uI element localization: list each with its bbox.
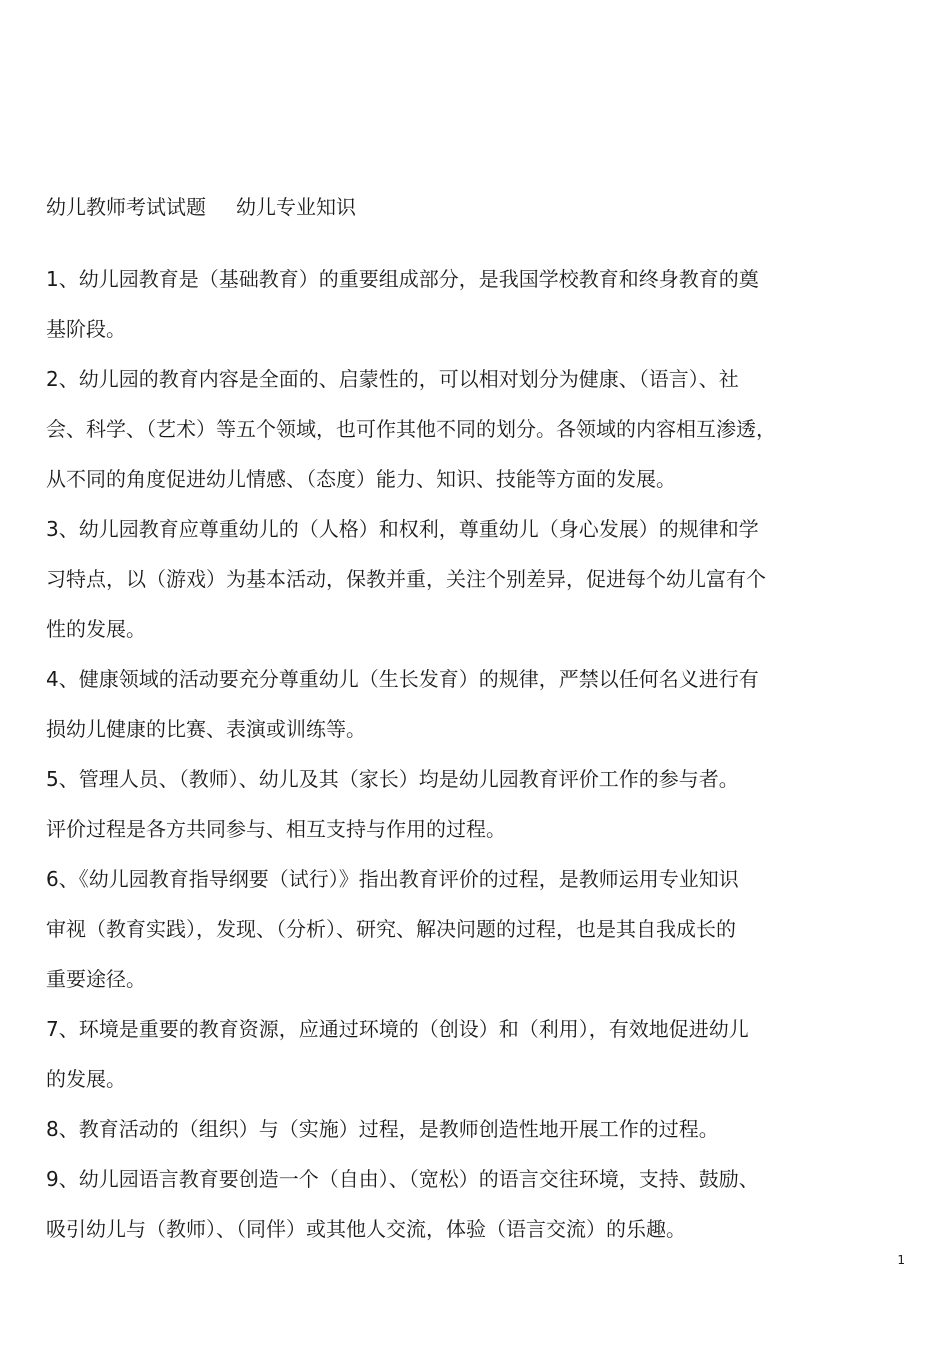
question-line: 性的发展。 [46, 617, 146, 641]
question-line: 基阶段。 [46, 317, 126, 341]
title-main: 幼儿教师考试试题 [46, 195, 206, 219]
title-subject: 幼儿专业知识 [236, 195, 356, 219]
question-item [46, 504, 846, 654]
document-title [46, 192, 356, 222]
question-item [46, 1154, 846, 1254]
question-line: 评价过程是各方共同参与、相互支持与作用的过程。 [46, 817, 506, 841]
question-line: 7、环境是重要的教育资源，应通过环境的（创设）和（利用），有效地促进幼儿 [46, 1017, 749, 1041]
question-line: 5、管理人员、（教师）、幼儿及其（家长）均是幼儿园教育评价工作的参与者。 [46, 767, 739, 791]
question-line: 损幼儿健康的比赛、表演或训练等。 [46, 717, 366, 741]
question-line: 2、幼儿园的教育内容是全面的、启蒙性的，可以相对划分为健康、（语言）、社 [46, 367, 739, 391]
question-line: 吸引幼儿与（教师）、（同伴）或其他人交流，体验（语言交流）的乐趣。 [46, 1217, 686, 1241]
question-item [46, 1104, 846, 1154]
question-line: 4、健康领域的活动要充分尊重幼儿（生长发育）的规律，严禁以任何名义进行有 [46, 667, 759, 691]
page-number: 1 [897, 1253, 905, 1267]
question-item [46, 354, 846, 504]
question-item [46, 1004, 846, 1104]
question-line: 习特点，以（游戏）为基本活动，保教并重，关注个别差异，促进每个幼儿富有个 [46, 567, 766, 591]
question-line: 重要途径。 [46, 967, 146, 991]
question-item [46, 254, 846, 354]
question-line: 9、幼儿园语言教育要创造一个（自由）、（宽松）的语言交往环境，支持、鼓励、 [46, 1167, 759, 1191]
question-line: 8、教育活动的（组织）与（实施）过程，是教师创造性地开展工作的过程。 [46, 1117, 719, 1141]
question-line: 的发展。 [46, 1067, 126, 1091]
question-line: 会、科学、（艺术）等五个领域，也可作其他不同的划分。各领域的内容相互渗透， [46, 417, 776, 441]
question-line: 6、《幼儿园教育指导纲要（试行）》指出教育评价的过程，是教师运用专业知识 [46, 867, 739, 891]
question-item [46, 754, 846, 854]
question-line: 从不同的角度促进幼儿情感、（态度）能力、知识、技能等方面的发展。 [46, 467, 676, 491]
question-item [46, 654, 846, 754]
question-line: 审视（教育实践），发现、（分析）、研究、解决问题的过程，也是其自我成长的 [46, 917, 736, 941]
question-item [46, 854, 846, 1004]
question-line: 1、幼儿园教育是（基础教育）的重要组成部分，是我国学校教育和终身教育的奠 [46, 267, 759, 291]
question-list [46, 254, 846, 1254]
question-line: 3、幼儿园教育应尊重幼儿的（人格）和权利，尊重幼儿（身心发展）的规律和学 [46, 517, 759, 541]
